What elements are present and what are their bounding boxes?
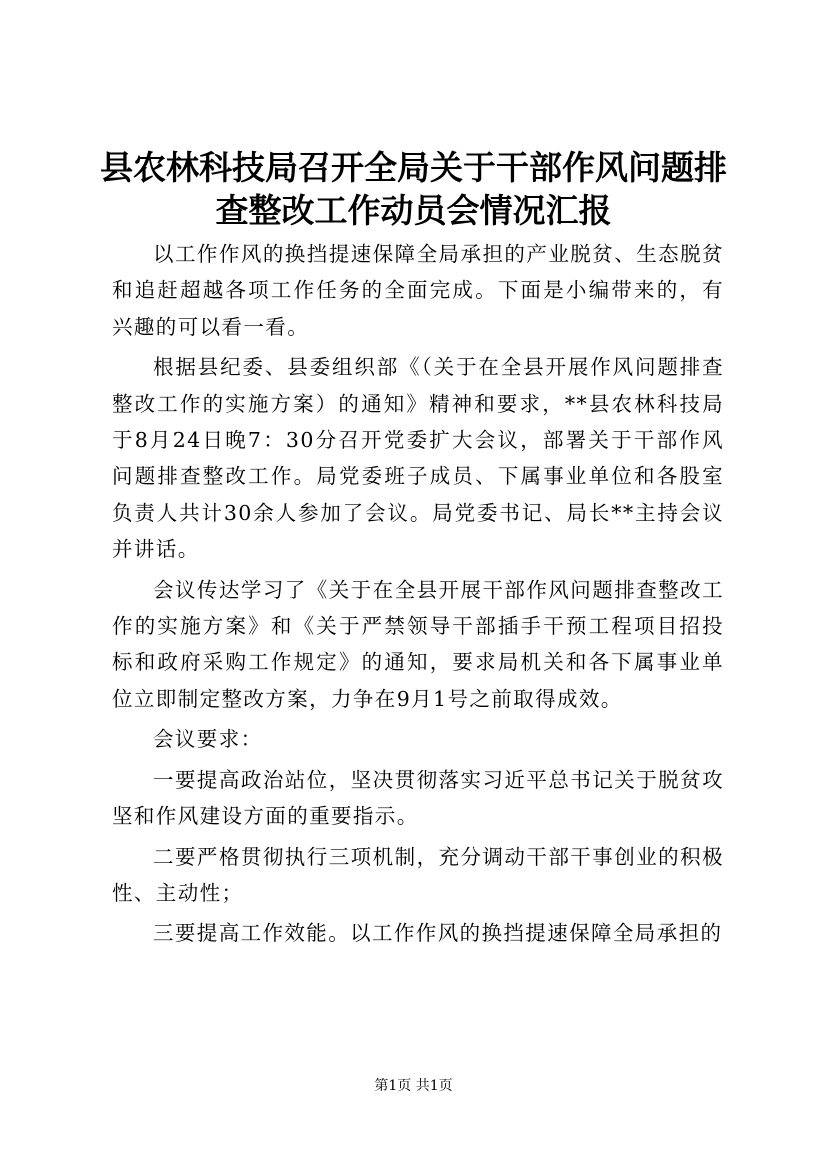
page-footer: 第1页 共1页: [374, 1078, 453, 1094]
paragraph-intro: 以工作作风的换挡提速保障全局承担的产业脱贫、生态脱贫和追赶超越各项工作任务的全面完成。下面是小编带来的，有兴趣的可以看一看。: [112, 242, 724, 339]
paragraph-background: 根据县纪委、县委组织部《（关于在全县开展作风问题排查整改工作的实施方案）的通知》精神和要求，**县农林科技局于8月24日晚7：30分召开党委扩大会议，部署关于干部作风问题排查整改工作。局党委班子成员、下属事业单位和各股室负责人共计30余人参加了会议。局党委书记、局长**主持会议并讲话。: [112, 355, 724, 562]
document-body: [112, 236, 724, 956]
paragraph-requirement-3: 三要提高工作效能。以工作作风的换挡提速保障全局承担的: [153, 921, 723, 946]
paragraph-requirement-1: 一要提高政治站位，坚决贯彻落实习近平总书记关于脱贫攻坚和作风建设方面的重要指示。: [112, 767, 724, 829]
paragraph-meeting-study: 会议传达学习了《关于在全县开展干部作风问题排查整改工作的实施方案》和《关于严禁领导干部插手干预工程项目招投标和政府采购工作规定》的通知，要求局机关和各下属事业单位立即制定整改方案，力争在9月1号之前取得成效。: [112, 577, 724, 711]
document-title: 县农林科技局召开全局关于干部作风问题排查整改工作动员会情况汇报: [100, 148, 727, 230]
paragraph-requirements-heading: 会议要求：: [153, 727, 263, 752]
paragraph-requirement-2: 二要严格贯彻执行三项机制，充分调动干部干事创业的积极性、主动性；: [112, 844, 724, 905]
